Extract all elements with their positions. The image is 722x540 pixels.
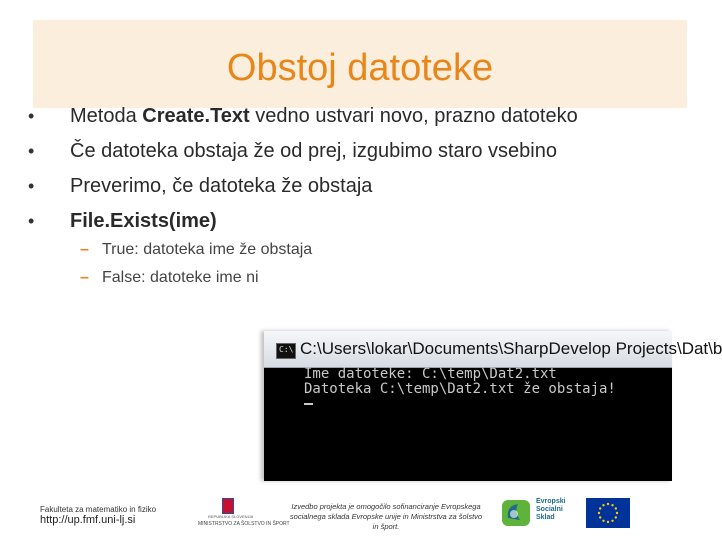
slovenia-emblem-icon	[222, 498, 234, 514]
console-title: C:\Users\lokar\Documents\SharpDevelop Projects\Dat\b	[300, 339, 722, 358]
faculty-url[interactable]: http://up.fmf.uni-lj.si	[40, 514, 136, 526]
eu-star	[599, 507, 601, 509]
esf-logo-icon	[500, 498, 532, 528]
bullet-dot: •	[28, 211, 35, 231]
bullet-text: Če datoteka obstaja že od prej, izgubimo staro vsebino	[70, 140, 557, 162]
eu-star	[602, 504, 604, 506]
sub-bullet-dash: –	[80, 241, 89, 258]
console-title-bar	[264, 331, 722, 368]
console-icon: C:\	[276, 343, 296, 359]
sub-bullet-text: True: datoteka ime že obstaja	[102, 241, 313, 258]
eu-star	[615, 507, 617, 509]
ministry-logo: REPUBLIKA SLOVENIJA MINISTRSTVO ZA ŠOLSTVO IN ŠPORT	[198, 498, 276, 530]
bullet-dot: •	[28, 176, 35, 196]
eu-star	[598, 512, 600, 514]
eu-star	[602, 520, 604, 522]
eu-star	[607, 503, 609, 505]
sub-bullet-text: False: datoteke ime ni	[102, 269, 259, 286]
sub-bullet-dash: –	[80, 269, 89, 286]
slide-title: Obstoj datoteke	[226, 47, 494, 89]
console-cursor	[304, 403, 313, 405]
eu-star	[616, 512, 618, 514]
eu-star	[611, 520, 613, 522]
bullet-text: Metoda Create.Text vedno ustvari novo, prazno datoteko	[70, 105, 578, 127]
eu-star	[599, 516, 601, 518]
console-output	[304, 367, 616, 412]
eu-star	[607, 521, 609, 523]
eu-star	[615, 516, 617, 518]
bullet-text: Preverimo, če datoteka že obstaja	[70, 175, 373, 197]
console-window-screenshot	[264, 331, 722, 481]
faculty-name: Fakulteta za matematiko in fiziko	[40, 505, 157, 514]
bullet-text: File.Exists(ime)	[70, 210, 217, 232]
bullet-dot: •	[28, 141, 35, 161]
console-line: Ime datoteke: C:\temp\Dat2.txt	[304, 366, 557, 382]
funding-note: Izvedbo projekta je omogočilo sofinanciranje Evropskega socialnega sklada Evropske unije in Ministrstva za šolstvo in šport.	[289, 502, 483, 531]
console-line: Datoteka C:\temp\Dat2.txt že obstaja!	[304, 381, 616, 397]
eu-star	[611, 504, 613, 506]
eu-flag-icon	[586, 498, 630, 528]
bullet-dot: •	[28, 106, 35, 126]
esf-label: Evropski Socialni Sklad	[536, 498, 566, 521]
